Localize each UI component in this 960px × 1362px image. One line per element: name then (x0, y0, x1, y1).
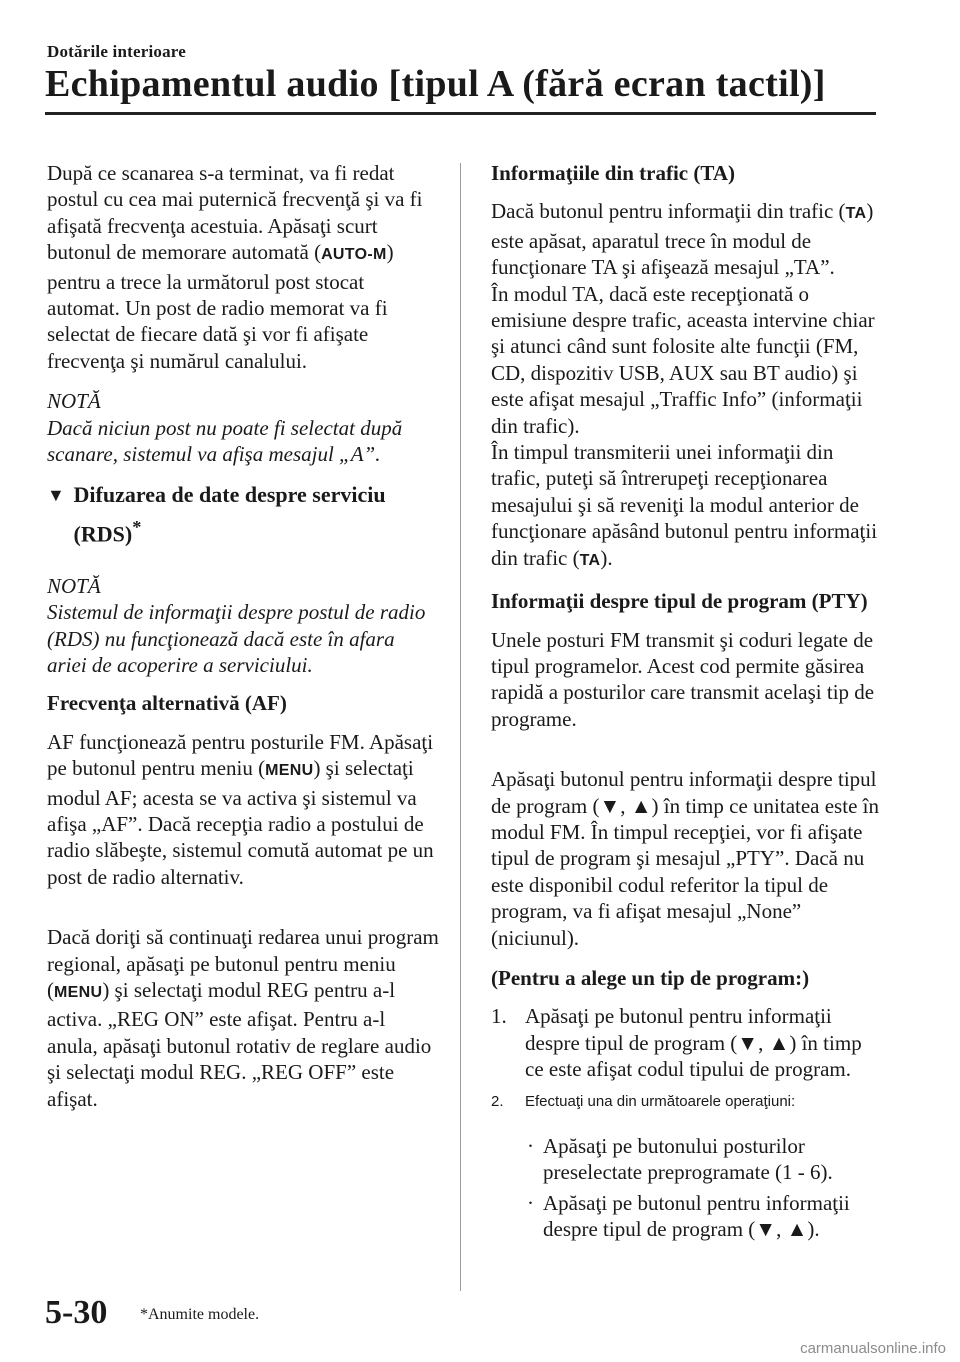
ta-key-label: TA (579, 551, 601, 569)
ta-interrupt-paragraph: În timpul transmiterii unei informaţii din trafic, puteţi să întrerupeţi recepţionarea mesajului şi să reveniţi la modul anterior de funcţionare apăsând butonul pentru informaţii din trafic (TA). (491, 440, 878, 570)
ta-paragraph: Dacă butonul pentru informaţii din trafic (TA) este apăsat, aparatul trece în modul de funcţionare TA şi afişează mesajul „TA”. (491, 199, 874, 280)
note-label: NOTĂ (47, 389, 101, 414)
reg-paragraph: Dacă doriţi să continuaţi redarea unui program regional, apăsaţi pe butonul pentru meniu (MENU) şi selectaţi modul REG pentru a-l activa. „REG ON” este afişat. Pentru a-l anula, apăsaţi butonul rotativ de reglare audio şi selectaţi modul REG. „REG OFF” este afişat. (47, 925, 439, 1111)
list-item: 2. Efectuaţi una din următoarele operaţiuni: (491, 1092, 796, 1110)
steps-list (491, 1003, 881, 1115)
rds-heading: ▼ Difuzarea de date despre serviciu (RDS)* (47, 479, 439, 550)
right-column (491, 160, 881, 1247)
choose-program-heading: (Pentru a alege un tip de program:) (491, 965, 810, 990)
list-item: · Apăsaţi pe butonul pentru informaţii despre tipul de program (▼, ▲). (527, 1190, 850, 1242)
pty-press-paragraph: Apăsaţi butonul pentru informaţii despre tipul de program (▼, ▲) în timp ce unitatea este în modul FM. În timpul recepţiei, vor fi afişate tipul de program şi mesajul „PTY”. Dacă nu este disponibil codul referitor la tipul de program, va fi afişat mesajul „None” (niciunul). (491, 767, 879, 950)
left-column (47, 160, 439, 1126)
bullet-icon: · (527, 1134, 534, 1158)
pty-heading: Informaţii despre tipul de program (PTY) (491, 589, 868, 614)
ta-key-label: TA (845, 205, 867, 223)
triangle-bullet-icon: ▼ (47, 485, 65, 506)
bullet-icon: · (527, 1190, 534, 1215)
list-item: · Apăsaţi pe butonului posturilor preselectate preprogramate (1 - 6). (527, 1134, 833, 1185)
ta-mode-paragraph: În modul TA, dacă este recepţionată o emisiune despre trafic, aceasta intervine chiar şi atunci când sunt folosite alte funcţii (FM, CD, dispozitiv USB, AUX sau BT audio) şi este afişat mesajul „Traffic Info” (informaţii din trafic). (491, 281, 875, 438)
af-heading: Frecvenţa alternativă (AF) (47, 691, 287, 716)
title-rule (45, 112, 876, 115)
section-label: Dotările interioare (47, 42, 186, 61)
auto-m-key-label: AUTO-M (321, 246, 387, 264)
list-item: 1. Apăsaţi pe butonul pentru informaţii despre tipul de program (▼, ▲) în timp ce este afişat codul tipului de program. (491, 1004, 862, 1082)
note-text: Sistemul de informaţii despre postul de radio (RDS) nu funcţionează dacă este în afara ariei de acoperire a serviciului. (47, 600, 426, 678)
arrow-keys-icon: ▼, ▲ (737, 1030, 790, 1055)
menu-key-label: MENU (265, 762, 314, 780)
options-list (527, 1133, 881, 1243)
arrow-keys-icon: ▼, ▲ (755, 1217, 808, 1242)
page-title: Echipamentul audio [tipul A (fără ecran tactil)] (45, 63, 826, 105)
af-paragraph: AF funcţionează pentru posturile FM. Apăsaţi pe butonul pentru meniu (MENU) şi selectaţi modul AF; acesta se va activa şi sistemul va afişa „AF”. Dacă recepţia radio a postului de radio slăbeşte, sistemul comută automat pe un post de radio alternativ. (47, 729, 434, 889)
ta-heading: Informaţiile din trafic (TA) (491, 161, 735, 185)
pty-paragraph: Unele posturi FM transmit şi coduri legate de tipul programelor. Acest cod permite găsirea rapidă a posturilor care transmit acelaşi tip de programe. (491, 627, 875, 731)
column-divider (460, 163, 461, 1291)
footnote: *Anumite modele. (140, 1306, 260, 1323)
arrow-keys-icon: ▼, ▲ (599, 793, 652, 818)
menu-key-label: MENU (54, 984, 103, 1002)
scan-paragraph: După ce scanarea s-a terminat, va fi redat postul cu cea mai puternică frecvenţă şi va fi afişată frecvenţa acestuia. Apăsaţi scurt butonul de memorare automată (AUTO-M) pentru a trece la următorul post stocat automat. Un post de radio memorat va fi selectat de fiecare dată şi vor fi afişate frecvenţa şi numărul canalului. (47, 161, 423, 373)
note-text: Dacă niciun post nu poate fi selectat după scanare, sistemul va afişa mesajul „A”. (47, 415, 403, 467)
footnote-marker: * (132, 517, 142, 538)
watermark: carmanualsonline.info (800, 1340, 946, 1357)
page-number: 5-30 (45, 1294, 108, 1331)
note-label: NOTĂ (47, 573, 101, 598)
